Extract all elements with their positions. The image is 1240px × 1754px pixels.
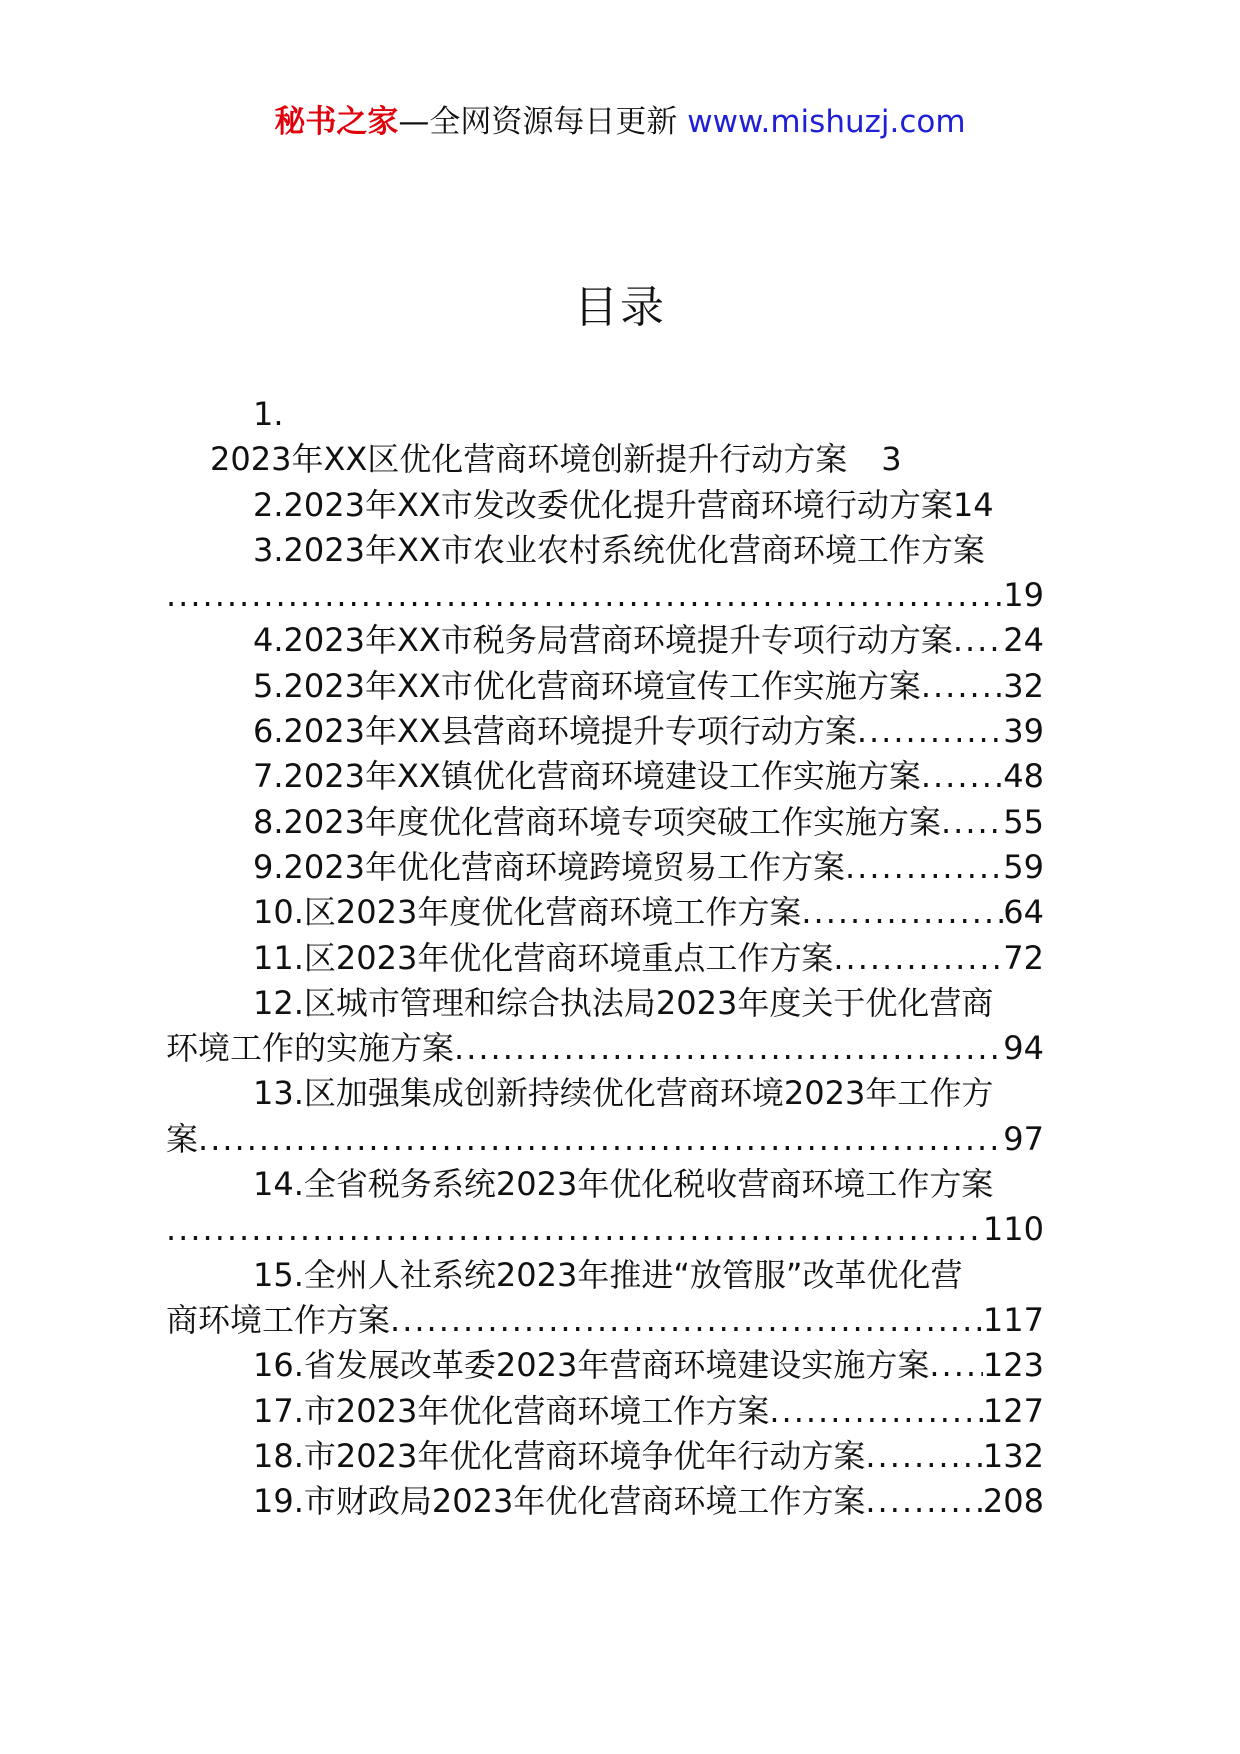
tagline: —全网资源每日更新 — [398, 104, 688, 140]
toc-leader — [166, 1207, 983, 1252]
toc-leader — [166, 573, 1003, 618]
toc-page: 55 — [1003, 802, 1044, 841]
table-of-contents — [166, 392, 1044, 1524]
toc-page: 19 — [1003, 576, 1044, 615]
toc-leader — [845, 845, 1003, 890]
toc-leader — [929, 1343, 983, 1388]
toc-page: 64 — [1003, 893, 1044, 932]
toc-leader — [921, 664, 1003, 709]
toc-number: 14. — [253, 1165, 304, 1204]
toc-entry-13[interactable] — [186, 1071, 1044, 1116]
toc-page: 123 — [982, 1346, 1044, 1385]
toc-number: 18. — [253, 1436, 304, 1475]
toc-number: 5. — [253, 666, 284, 705]
toc-entry-3-cont[interactable] — [166, 573, 1044, 618]
toc-page: 132 — [982, 1436, 1044, 1475]
toc-entry-15[interactable] — [186, 1253, 1044, 1298]
toc-entry-4[interactable] — [186, 618, 1044, 663]
toc-page: 94 — [1003, 1029, 1044, 1068]
toc-number: 7. — [253, 757, 284, 796]
toc-page: 14 — [952, 485, 994, 524]
toc-text: 2023年XX市优化营商环境宣传工作实施方案 — [283, 666, 921, 705]
toc-leader — [865, 1479, 983, 1524]
toc-text: 2023年优化营商环境跨境贸易工作方案 — [283, 847, 845, 886]
toc-number: 10. — [253, 893, 304, 932]
toc-number: 1. — [253, 395, 284, 433]
toc-text: 2023年XX市农业农村系统优化营商环境工作方案 — [283, 530, 985, 569]
toc-entry-12[interactable] — [186, 981, 1044, 1026]
toc-number: 3. — [253, 530, 284, 569]
toc-text: 2023年XX镇优化营商环境建设工作实施方案 — [283, 757, 921, 796]
toc-text: 2023年度优化营商环境专项突破工作实施方案 — [283, 802, 941, 841]
toc-text: 环境工作的实施方案 — [166, 1029, 455, 1068]
toc-leader — [865, 1434, 983, 1479]
toc-entry-15-cont[interactable] — [166, 1298, 1044, 1343]
toc-entry-12-cont[interactable] — [166, 1026, 1044, 1071]
brand-name: 秘书之家 — [274, 104, 399, 140]
toc-text: 市2023年优化营商环境争优年行动方案 — [303, 1436, 866, 1475]
toc-entry-18[interactable] — [186, 1434, 1044, 1479]
toc-entry-11[interactable] — [186, 936, 1044, 981]
toc-page: 127 — [982, 1391, 1044, 1430]
toc-leader — [454, 1026, 1003, 1071]
toc-text: 省发展改革委2023年营商环境建设实施方案 — [303, 1346, 930, 1385]
toc-page: 117 — [982, 1300, 1044, 1339]
toc-page: 3 — [881, 440, 902, 479]
page-title: 目录 — [574, 282, 666, 333]
toc-entry-8[interactable] — [186, 800, 1044, 845]
toc-text: 市2023年优化营商环境工作方案 — [303, 1391, 770, 1430]
toc-leader — [953, 618, 1003, 663]
toc-leader — [921, 754, 1003, 799]
toc-number: 11. — [253, 938, 304, 977]
toc-leader — [769, 1389, 983, 1434]
toc-entry-3[interactable] — [186, 528, 1044, 573]
toc-leader — [857, 709, 1003, 754]
toc-leader — [833, 936, 1003, 981]
toc-page: 97 — [1003, 1119, 1044, 1158]
toc-text: 2023年XX县营商环境提升专项行动方案 — [283, 712, 857, 751]
toc-entry-1[interactable] — [186, 437, 1044, 482]
toc-entry-13-cont[interactable] — [166, 1117, 1044, 1162]
toc-page: 59 — [1003, 847, 1044, 886]
toc-entry-14-cont[interactable] — [166, 1207, 1044, 1252]
toc-leader — [941, 800, 1003, 845]
toc-page: 208 — [982, 1482, 1044, 1521]
toc-number: 4. — [253, 621, 284, 660]
toc-text: 案 — [166, 1119, 199, 1158]
toc-entry-14[interactable] — [186, 1162, 1044, 1207]
toc-text: 区2023年度优化营商环境工作方案 — [303, 893, 802, 932]
toc-text: 2023年XX区优化营商环境创新提升行动方案 — [210, 440, 848, 479]
toc-entry-10[interactable] — [186, 890, 1044, 935]
toc-number: 15. — [253, 1255, 304, 1294]
site-url[interactable]: www.mishuzj.com — [687, 104, 966, 140]
toc-number: 2. — [253, 485, 284, 524]
toc-page: 110 — [982, 1210, 1044, 1249]
toc-entry-9[interactable] — [186, 845, 1044, 890]
toc-number: 16. — [253, 1346, 304, 1385]
toc-entry-1-number-line[interactable] — [186, 392, 1044, 437]
toc-leader — [198, 1117, 1003, 1162]
toc-text: 全省税务系统2023年优化税收营商环境工作方案 — [303, 1165, 994, 1204]
toc-page: 48 — [1003, 757, 1044, 796]
toc-entry-16[interactable] — [186, 1343, 1044, 1388]
toc-entry-7[interactable] — [186, 754, 1044, 799]
toc-text: 区加强集成创新持续优化营商环境2023年工作方 — [303, 1074, 994, 1113]
toc-page: 39 — [1003, 712, 1044, 751]
toc-text: 2023年XX市发改委优化提升营商环境行动方案 — [283, 485, 953, 524]
toc-leader — [390, 1298, 983, 1343]
toc-text: 商环境工作方案 — [166, 1300, 391, 1339]
toc-text: 2023年XX市税务局营商环境提升专项行动方案 — [283, 621, 953, 660]
toc-leader — [801, 890, 1003, 935]
toc-entry-5[interactable] — [186, 664, 1044, 709]
toc-entry-19[interactable] — [186, 1479, 1044, 1524]
toc-page: 72 — [1003, 938, 1044, 977]
toc-entry-2[interactable] — [186, 483, 1044, 528]
toc-page: 24 — [1003, 621, 1044, 660]
toc-number: 19. — [253, 1482, 304, 1521]
toc-number: 13. — [253, 1074, 304, 1113]
site-header — [0, 102, 1240, 142]
toc-entry-6[interactable] — [186, 709, 1044, 754]
toc-entry-17[interactable] — [186, 1389, 1044, 1434]
toc-number: 8. — [253, 802, 284, 841]
toc-number: 6. — [253, 712, 284, 751]
toc-number: 17. — [253, 1391, 304, 1430]
toc-page: 32 — [1003, 666, 1044, 705]
toc-text: 区城市管理和综合执法局2023年度关于优化营商 — [303, 983, 994, 1022]
toc-text: 区2023年优化营商环境重点工作方案 — [303, 938, 834, 977]
toc-number: 12. — [253, 983, 304, 1022]
toc-number: 9. — [253, 847, 284, 886]
toc-text: 市财政局2023年优化营商环境工作方案 — [303, 1482, 866, 1521]
toc-text: 全州人社系统2023年推进“放管服”改革优化营 — [303, 1255, 963, 1294]
